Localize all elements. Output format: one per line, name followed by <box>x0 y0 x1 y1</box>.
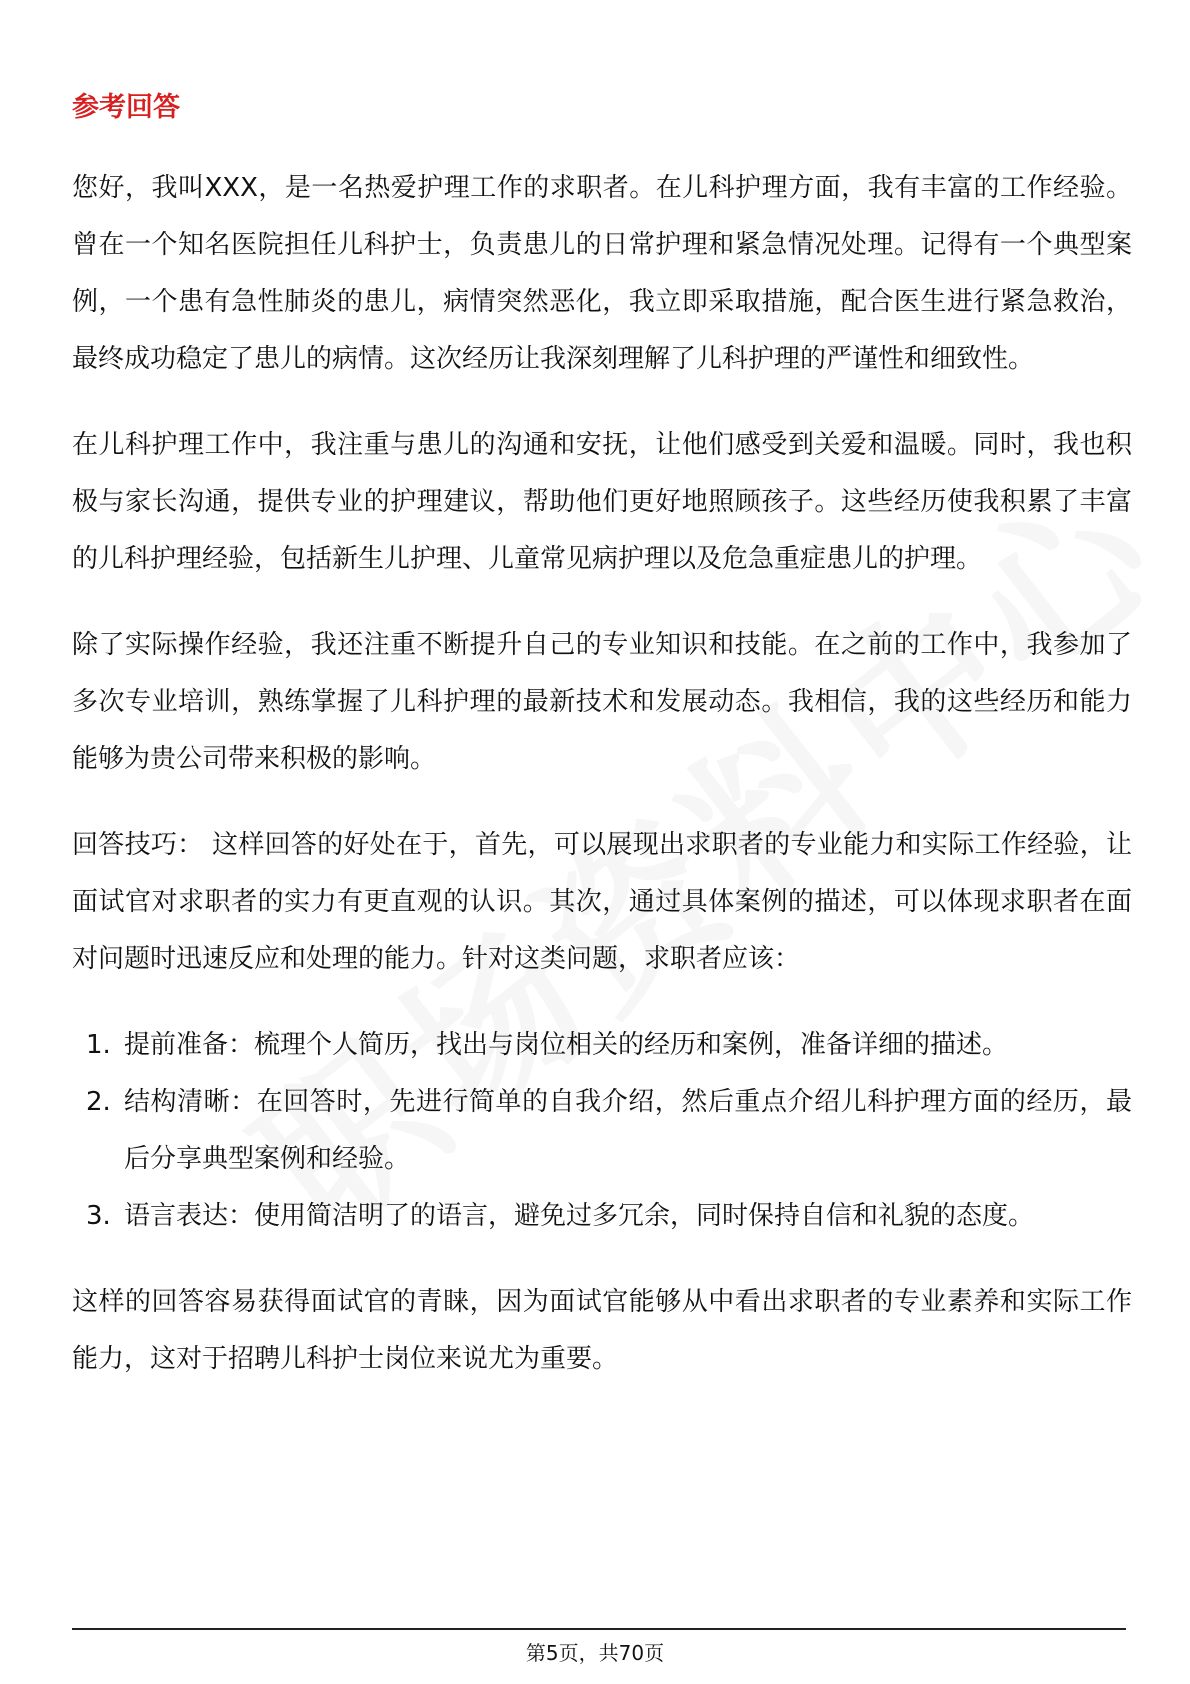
list-item <box>72 1074 1132 1188</box>
list-number: 2. <box>86 1087 111 1117</box>
section-heading: 参考回答 <box>72 92 180 123</box>
list-number: 3. <box>86 1201 111 1231</box>
conclusion-paragraph: 这样的回答容易获得面试官的青睐，因为面试官能够从中看出求职者的专业素养和实际工作能力，这对于招聘儿科护士岗位来说尤为重要。 <box>72 1287 1132 1374</box>
experience-paragraph: 在儿科护理工作中，我注重与患儿的沟通和安抚，让他们感受到关爱和温暖。同时，我也积极与家长沟通，提供专业的护理建议，帮助他们更好地照顾孩子。这些经历使我积累了丰富的儿科护理经验，包括新生儿护理、儿童常见病护理以及危急重症患儿的护理。 <box>72 430 1132 574</box>
list-number: 1. <box>86 1030 111 1060</box>
page-number: 第5页，共70页 <box>525 1641 665 1665</box>
list-item-text: 语言表达：使用简洁明了的语言，避免过多冗余，同时保持自信和礼貌的态度。 <box>124 1201 1035 1231</box>
list-item <box>72 1017 1132 1074</box>
intro-paragraph: 您好，我叫XXX，是一名热爱护理工作的求职者。在儿科护理方面，我有丰富的工作经验。曾在一个知名医院担任儿科护士，负责患儿的日常护理和紧急情况处理。记得有一个典型案例，一个患有急性肺炎的患儿，病情突然恶化，我立即采取措施，配合医生进行紧急救治，最终成功稳定了患儿的病情。这次经历让我深刻理解了儿科护理的严谨性和细致性。 <box>72 173 1132 374</box>
skills-paragraph: 除了实际操作经验，我还注重不断提升自己的专业知识和技能。在之前的工作中，我参加了多次专业培训，熟练掌握了儿科护理的最新技术和发展动态。我相信，我的这些经历和能力能够为贵公司带来积极的影响。 <box>72 630 1132 774</box>
tips-intro-paragraph: 回答技巧： 这样回答的好处在于，首先，可以展现出求职者的专业能力和实际工作经验，让面试官对求职者的实力有更直观的认识。其次，通过具体案例的描述，可以体现求职者在面对问题时迅速反应和处理的能力。针对这类问题，求职者应该： <box>72 830 1132 974</box>
list-item-text: 提前准备：梳理个人简历，找出与岗位相关的经历和案例，准备详细的描述。 <box>124 1030 1009 1060</box>
list-item <box>72 1188 1132 1245</box>
list-item-text: 结构清晰：在回答时，先进行简单的自我介绍，然后重点介绍儿科护理方面的经历，最后分享典型案例和经验。 <box>124 1087 1132 1174</box>
footer-divider <box>72 1628 1126 1630</box>
tips-list <box>72 1017 1132 1245</box>
answer-body <box>72 160 1132 1417</box>
